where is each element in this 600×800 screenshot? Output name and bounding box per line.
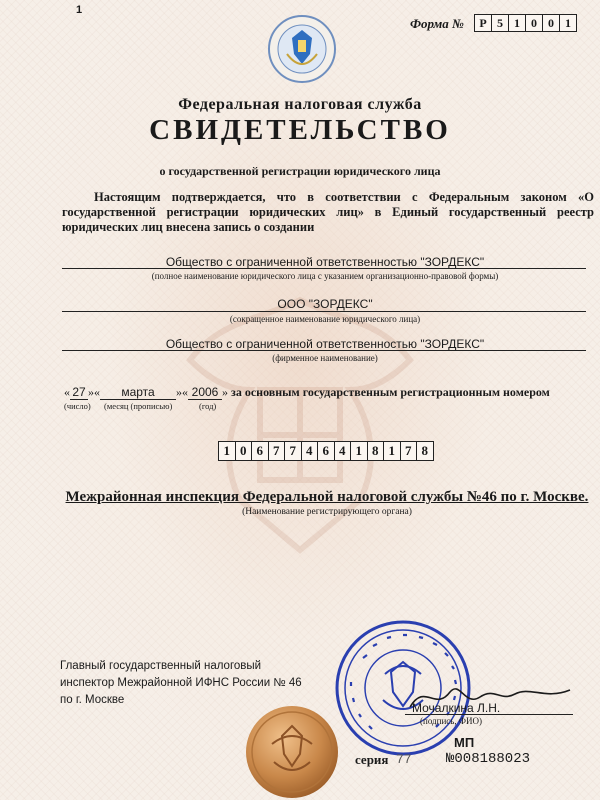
brand-name-line <box>62 350 586 351</box>
form-code-cell: 5 <box>491 14 509 32</box>
ogrn-digit: 7 <box>400 441 418 461</box>
series-label: серия <box>355 752 389 767</box>
official-line: инспектор Межрайонной ИФНС России № 46 <box>60 677 302 689</box>
quote-close: » <box>88 385 94 399</box>
official-line: по г. Москве <box>60 694 125 706</box>
short-name-caption: (сокращенное наименование юридического лица) <box>229 314 421 324</box>
official-line: Главный государственный налоговый <box>60 660 262 672</box>
official-title <box>60 658 302 709</box>
brand-name-caption: (фирменное наименование) <box>272 353 378 363</box>
full-name-line <box>62 268 586 269</box>
ogrn-digit: 1 <box>218 441 236 461</box>
page-number: 1 <box>76 4 83 16</box>
signature-line <box>405 714 573 715</box>
short-name-line <box>62 311 586 312</box>
year-caption: (год) <box>199 401 217 411</box>
document-title: СВИДЕТЕЛЬСТВО <box>149 114 451 146</box>
form-code-cell: 0 <box>525 14 543 32</box>
ogrn-number <box>218 441 433 461</box>
form-code <box>474 14 576 32</box>
ogrn-digit: 1 <box>350 441 368 461</box>
ogrn-digit: 8 <box>416 441 434 461</box>
confirmation-text: Настоящим подтверждается, что в соответствии с Федеральным законом «О государственной регистрации юридических лиц» в Единый государственный реестр юридических лиц внесена запись о создании <box>62 190 594 234</box>
full-name-value: Общество с ограниченной ответственностью "ЗОРДЕКС" <box>165 255 485 269</box>
form-code-cell: 1 <box>559 14 577 32</box>
full-name-caption: (полное наименование юридического лица с указанием организационно-правовой формы) <box>151 271 499 281</box>
document-subtitle: о государственной регистрации юридического лица <box>159 164 441 178</box>
agency-name: Федеральная налоговая служба <box>178 96 422 113</box>
short-name-value: ООО "ЗОРДЕКС" <box>277 297 373 311</box>
month-caption: (месяц (прописью) <box>104 401 173 411</box>
ogrn-digit: 4 <box>301 441 319 461</box>
ogrn-digit: 4 <box>334 441 352 461</box>
date-year: 2006 <box>188 385 222 400</box>
brand-name-value: Общество с ограниченной ответственностью "ЗОРДЕКС" <box>165 337 485 351</box>
form-code-cell: Р <box>474 14 492 32</box>
registration-date <box>64 385 550 400</box>
date-day: 27 <box>70 385 88 400</box>
registering-authority: Межрайонная инспекция Федеральной налоговой службы №46 по г. Москве. <box>65 489 589 505</box>
ogrn-digit: 7 <box>284 441 302 461</box>
form-code-cell: 1 <box>508 14 526 32</box>
fns-emblem-icon <box>267 14 337 84</box>
signer-name: Мочалкина Л.Н. <box>412 701 501 715</box>
quote-open: « <box>182 385 188 399</box>
signer-caption: (подпись, ФИО) <box>420 716 482 726</box>
ogrn-digit: 1 <box>383 441 401 461</box>
quote-close: » <box>222 385 228 399</box>
quote-open: « <box>64 385 70 399</box>
ogrn-digit: 7 <box>268 441 286 461</box>
certificate-number: №008188023 <box>446 751 531 767</box>
ogrn-digit: 0 <box>235 441 253 461</box>
series-code: 77 <box>396 752 412 767</box>
quote-open: « <box>94 385 100 399</box>
date-tail-text: за основным государственным регистрационным номером <box>231 385 550 399</box>
mp-mark: МП <box>454 735 475 750</box>
day-caption: (число) <box>64 401 91 411</box>
ogrn-digit: 6 <box>317 441 335 461</box>
registering-authority-caption: (Наименование регистрирующего органа) <box>242 507 412 517</box>
ogrn-digit: 8 <box>367 441 385 461</box>
quote-close: » <box>176 385 182 399</box>
form-code-cell: 0 <box>542 14 560 32</box>
gold-seal-icon <box>244 704 340 800</box>
form-label: Форма № <box>410 16 464 31</box>
ogrn-digit: 6 <box>251 441 269 461</box>
date-month: марта <box>100 385 176 400</box>
